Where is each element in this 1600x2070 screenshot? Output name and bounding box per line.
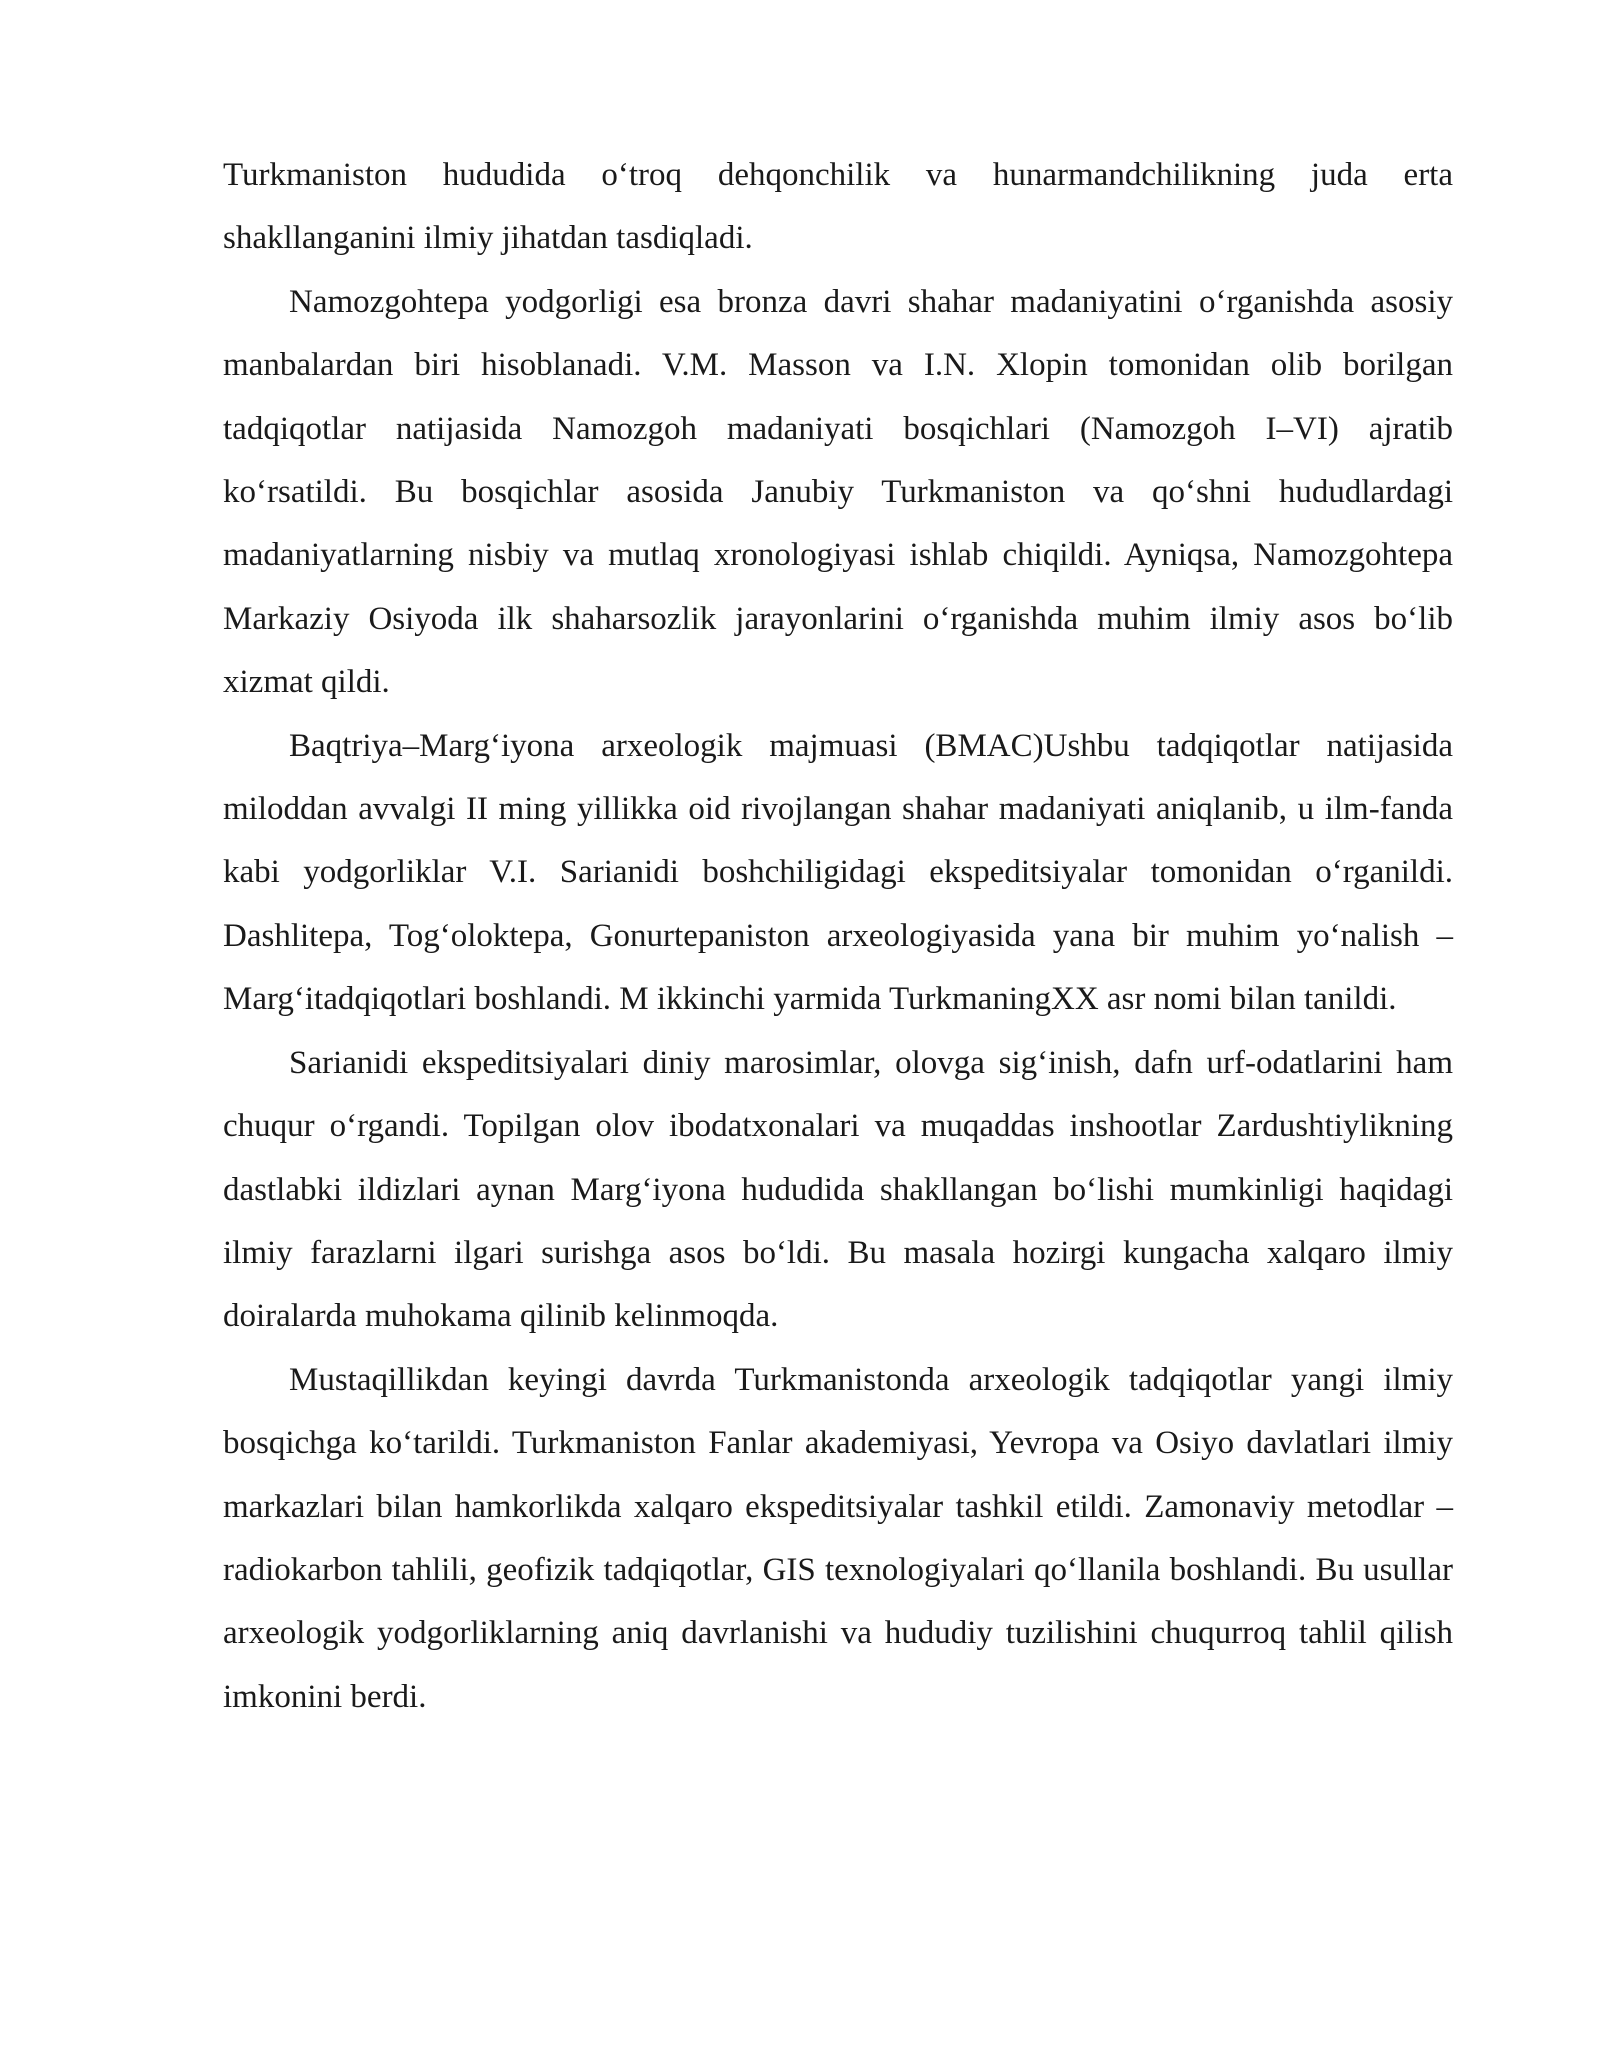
paragraph-bmac: Baqtriya–Marg‘iyona arxeologik majmuasi (BMAC)Ushbu tadqiqotlar natijasida miloddan avvalgi II ming yillikka oid rivojlangan shahar madaniyati aniqlanib, u ilm-fanda kabi yodgorliklar V.I. Sarianidi boshchiligidagi ekspeditsiyalar tomonidan o‘rganildi. Dashlitepa, Tog‘oloktepa, Gonurtepaniston arxeologiyasida yana bir muhim yo‘nalish – Marg‘itadqiqotlari boshlandi. M ikkinchi yarmida TurkmaningXX asr nomi bilan tanildi. (223, 727, 1453, 1018)
paragraph-namozgohtepa: Namozgohtepa yodgorligi esa bronza davri shahar madaniyatini o‘rganishda asosiy manbalardan biri hisoblanadi. V.M. Masson va I.N. Xlopin tomonidan olib borilgan tadqiqotlar natijasida Namozgoh madaniyati bosqichlari (Namozgoh I–VI) ajratib ko‘rsatildi. Bu bosqichlar asosida Janubiy Turkmaniston va qo‘shni hududlardagi madaniyatlarning nisbiy va mutlaq xronologiyasi ishlab chiqildi. Ayniqsa, Namozgohtepa Markaziy Osiyoda ilk shaharsozlik jarayonlarini o‘rganishda muhim ilmiy asos bo‘lib xizmat qildi. (223, 283, 1453, 701)
paragraph-mustaqillik: Mustaqillikdan keyingi davrda Turkmanistonda arxeologik tadqiqotlar yangi ilmiy bosqichga ko‘tarildi. Turkmaniston Fanlar akademiyasi, Yevropa va Osiyo davlatlari ilmiy markazlari bilan hamkorlikda xalqaro ekspeditsiyalar tashkil etildi. Zamonaviy metodlar – radiokarbon tahlili, geofizik tadqiqotlar, GIS texnologiyalari qo‘llanila boshlandi. Bu usullar arxeologik yodgorliklarning aniq davrlanishi va hududiy tuzilishini chuqurroq tahlil qilish imkonini berdi. (223, 1361, 1453, 1715)
paragraph-sarianidi: Sarianidi ekspeditsiyalari diniy marosimlar, olovga sig‘inish, dafn urf-odatlarini ham chuqur o‘rgandi. Topilgan olov ibodatxonalari va muqaddas inshootlar Zardushtiylikning dastlabki ildizlari aynan Marg‘iyona hududida shakllangan bo‘lishi mumkinligi haqidagi ilmiy farazlarni ilgari surishga asos bo‘ldi. Bu masala hozirgi kungacha xalqaro ilmiy doiralarda muhokama qilinib kelinmoqda. (223, 1044, 1453, 1335)
paragraph-continued: Turkmaniston hududida o‘troq dehqonchilik va hunarmandchilikning juda erta shakllanganini ilmiy jihatdan tasdiqladi. (223, 157, 1453, 257)
document-body (223, 144, 1453, 1729)
